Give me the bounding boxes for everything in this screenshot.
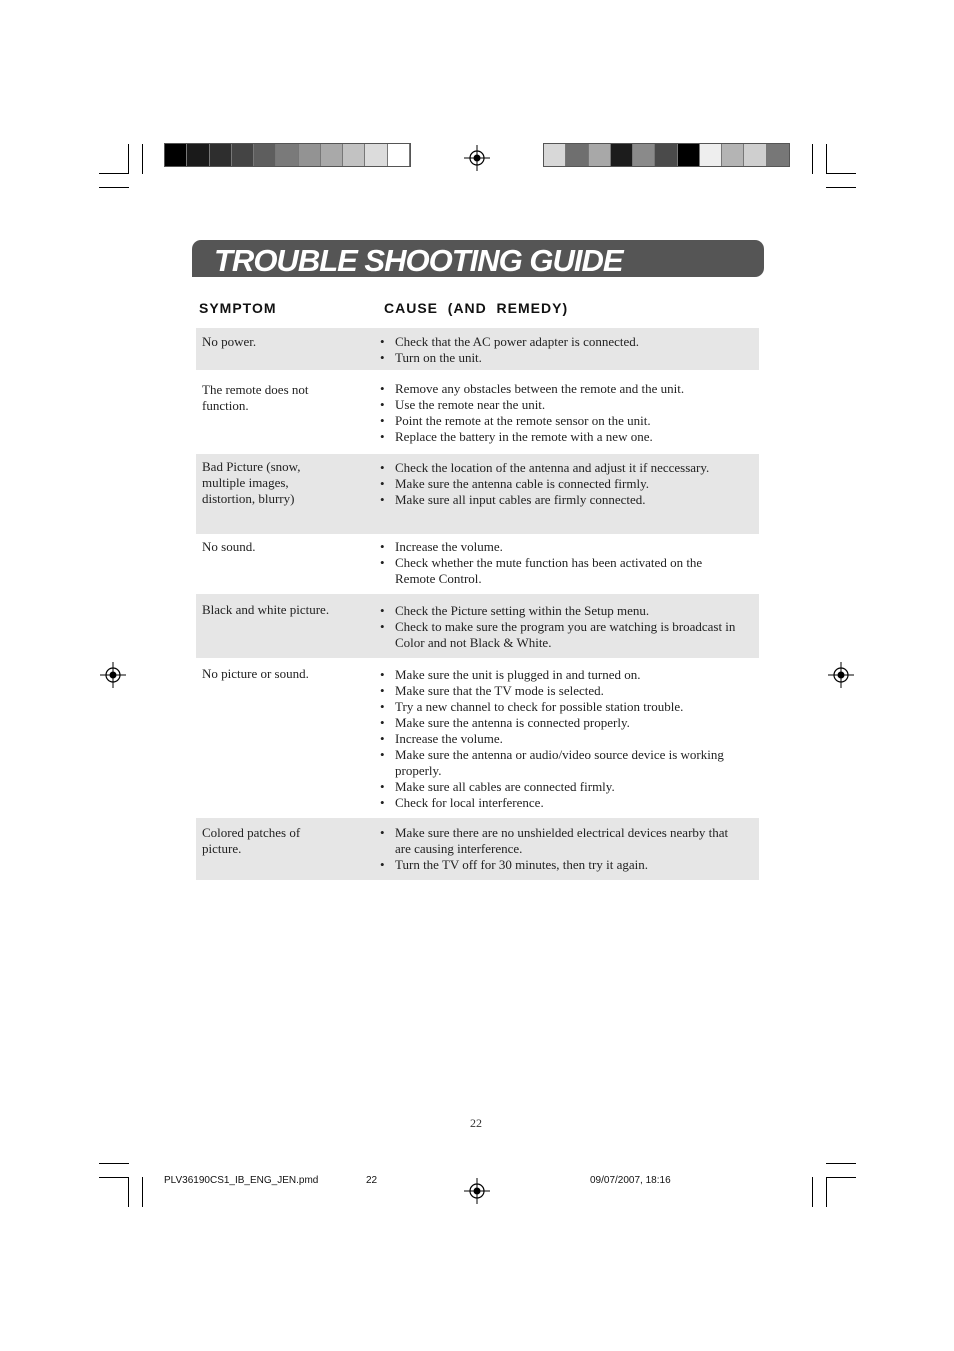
cause-item: • Make sure the antenna cable is connected firmly. (378, 476, 742, 492)
symptom-text: Colored patches of picture. (202, 825, 301, 856)
cause-item: • Make sure all cables are connected firmly. (378, 779, 742, 795)
table-row (196, 660, 759, 816)
cause-item: • Turn the TV off for 30 minutes, then try it again. (378, 857, 742, 873)
cause-item: • Check the location of the antenna and adjust it if neccessary. (378, 460, 742, 476)
footer-datetime: 09/07/2007, 18:16 (590, 1175, 671, 1186)
page-number: 22 (470, 1116, 482, 1130)
color-swatch (744, 144, 766, 166)
color-swatch (544, 144, 566, 166)
symptom-text: No picture or sound. (202, 666, 309, 681)
crop-mark (142, 144, 143, 174)
cause-item: • Turn on the unit. (378, 350, 742, 366)
crop-mark (99, 1177, 129, 1178)
color-swatch (611, 144, 633, 166)
page-title: TROUBLE SHOOTING GUIDE (214, 243, 623, 278)
symptom-text: No sound. (202, 539, 256, 554)
crop-mark (826, 187, 856, 188)
table-row (196, 454, 759, 534)
table-row (196, 374, 759, 452)
cause-item: • Increase the volume. (378, 539, 742, 555)
crop-mark (99, 187, 129, 188)
color-swatch (678, 144, 700, 166)
color-swatch (633, 144, 655, 166)
symptom-text: The remote does not function. (202, 382, 309, 413)
cause-item: • Check the Picture setting within the Setup menu. (378, 603, 742, 619)
footer-page: 22 (366, 1175, 378, 1186)
crop-mark (812, 144, 813, 174)
color-swatch (655, 144, 677, 166)
crop-mark (826, 144, 827, 174)
cause-item: • Make sure the unit is plugged in and turned on. (378, 667, 742, 683)
cause-item: • Remove any obstacles between the remote and the unit. (378, 381, 742, 397)
registration-target-icon (464, 1178, 490, 1204)
footer-filename: PLV36190CS1_IB_ENG_JEN.pmd (164, 1175, 319, 1186)
crop-mark (826, 1177, 827, 1207)
color-bar-left (164, 143, 411, 167)
color-swatch (321, 144, 343, 166)
registration-target-icon (100, 662, 126, 688)
crop-mark (142, 1177, 143, 1207)
color-swatch (566, 144, 588, 166)
color-swatch (254, 144, 276, 166)
crop-mark (128, 144, 129, 174)
cause-item: • Check to make sure the program you are watching is broadcast in Color and not Black & White. (378, 619, 742, 651)
table-row (196, 594, 759, 658)
cause-item: • Try a new channel to check for possible station trouble. (378, 699, 742, 715)
symptom-text: No power. (202, 334, 257, 349)
color-swatch (276, 144, 298, 166)
crop-mark (99, 173, 129, 174)
color-swatch (299, 144, 321, 166)
color-swatch (767, 144, 789, 166)
crop-mark (826, 173, 856, 174)
color-swatch (589, 144, 611, 166)
cause-item: • Replace the battery in the remote with a new one. (378, 429, 742, 445)
cause-item: • Use the remote near the unit. (378, 397, 742, 413)
color-swatch (365, 144, 387, 166)
symptom-header: SYMPTOM (199, 300, 277, 316)
cause-item: • Make sure all input cables are firmly connected. (378, 492, 742, 508)
cause-item: • Check that the AC power adapter is connected. (378, 334, 742, 350)
color-swatch (232, 144, 254, 166)
table-row (196, 328, 759, 370)
crop-mark (826, 1177, 856, 1178)
cause-item: • Point the remote at the remote sensor on the unit. (378, 413, 742, 429)
color-swatch (722, 144, 744, 166)
table-row (196, 818, 759, 880)
color-swatch (388, 144, 410, 166)
registration-target-icon (828, 662, 854, 688)
cause-item: • Make sure the antenna or audio/video source device is working properly. (378, 747, 742, 779)
cause-item: • Check whether the mute function has been activated on the Remote Control. (378, 555, 742, 587)
color-swatch (165, 144, 187, 166)
crop-mark (99, 1163, 129, 1164)
color-swatch (700, 144, 722, 166)
cause-header: CAUSE (AND REMEDY) (384, 300, 569, 316)
color-bar-right (543, 143, 790, 167)
crop-mark (826, 1163, 856, 1164)
crop-mark (128, 1177, 129, 1207)
symptom-text: Bad Picture (snow, multiple images, distortion, blurry) (202, 459, 301, 506)
registration-target-icon (464, 145, 490, 171)
cause-item: • Check for local interference. (378, 795, 742, 811)
symptom-text: Black and white picture. (202, 602, 330, 617)
color-swatch (343, 144, 365, 166)
table-row (196, 536, 759, 592)
cause-item: • Make sure that the TV mode is selected. (378, 683, 742, 699)
crop-mark (812, 1177, 813, 1207)
cause-item: • Make sure there are no unshielded electrical devices nearby that are causing interference. (378, 825, 742, 857)
color-swatch (187, 144, 209, 166)
color-swatch (210, 144, 232, 166)
cause-item: • Make sure the antenna is connected properly. (378, 715, 742, 731)
cause-item: • Increase the volume. (378, 731, 742, 747)
